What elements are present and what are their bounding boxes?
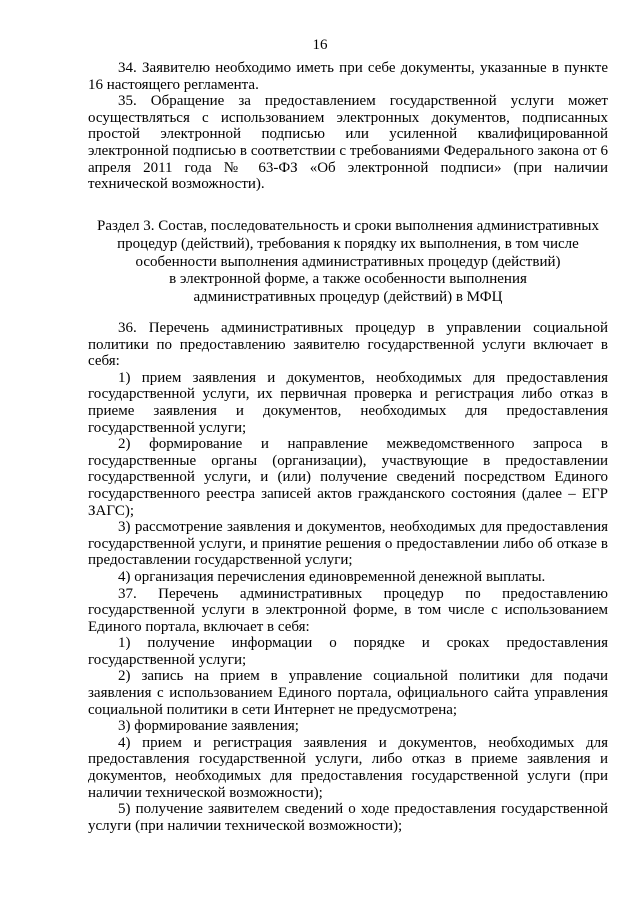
section-3-heading xyxy=(88,218,608,307)
paragraph-36: 36. Перечень административных процедур в управлении социальной политики по предоставлению заявителю государственной услуги включает в себя: xyxy=(88,320,608,370)
section-3-heading-line: Раздел 3. Состав, последовательность и сроки выполнения административных xyxy=(97,218,599,234)
paragraph-37-item: 3) формирование заявления; xyxy=(118,718,299,735)
paragraph-36-item: 3) рассмотрение заявления и документов, необходимых для предоставления государственной услуги, и принятие решения о предоставлении либо об отказе в предоставлении государственной услуги; xyxy=(88,519,608,569)
paragraph-34-35 xyxy=(88,60,608,193)
paragraph-37-item: 5) получение заявителем сведений о ходе предоставления государственной услуги (при наличии технической возможности); xyxy=(88,801,608,834)
paragraph-35: 35. Обращение за предоставлением государственной услуги может осуществляться с использованием электронных документов, подписанных простой электронной подписью или усиленной квалифицированной электронной подписью в соответствии с требованиями Федерального закона от 6 апреля 2011 года № 63-ФЗ «Об электронной подписи» (при наличии технической возможности). xyxy=(88,93,608,193)
paragraph-36-item: 4) организация перечисления единовременной денежной выплаты. xyxy=(118,568,546,585)
paragraph-36-item: 2) формирование и направление межведомственного запроса в государственные органы (организации), участвующие в предоставлении государственной услуги, и (или) получение сведений посредством Единого государственного реестра записей актов гражданского состояния (далее – ЕГР ЗАГС); xyxy=(88,436,608,519)
paragraph-37: 37. Перечень административных процедур по предоставлению государственной услуги в электронной форме, в том числе с использованием Единого портала, включает в себя: xyxy=(88,585,608,635)
paragraph-34: 34. Заявителю необходимо иметь при себе документы, указанные в пункте 16 настоящего регламента. xyxy=(88,60,608,93)
paragraph-37-item: 2) запись на прием в управление социальной политики для подачи заявления с использованием Единого портала, официального сайта управления социальной политики в сети Интернет не предусмотрена; xyxy=(88,668,608,718)
section-3-heading-line: особенности выполнения административных процедур (действий) xyxy=(135,253,561,270)
paragraph-37-item: 1) получение информации о порядке и сроках предоставления государственной услуги; xyxy=(88,635,608,668)
section-3-heading-line: административных процедур (действий) в МФЦ xyxy=(193,289,503,306)
page-number: 16 xyxy=(312,37,328,53)
section-3-heading-line: процедур (действий), требования к порядку их выполнения, в том числе xyxy=(117,235,579,252)
paragraph-37-item: 4) прием и регистрация заявления и документов, необходимых для предоставления государственной услуги, либо отказ в приеме заявления и документов, необходимых для предоставления государственной услуги (при наличии технической возможности); xyxy=(88,734,608,801)
section-3-heading-line: в электронной форме, а также особенности выполнения xyxy=(169,271,527,288)
paragraph-36-37 xyxy=(88,320,608,834)
paragraph-36-item: 1) прием заявления и документов, необходимых для предоставления государственной услуги, их первичная проверка и регистрация либо отказ в приеме заявления и документов, необходимых для предоставления государственной услуги; xyxy=(88,369,608,436)
